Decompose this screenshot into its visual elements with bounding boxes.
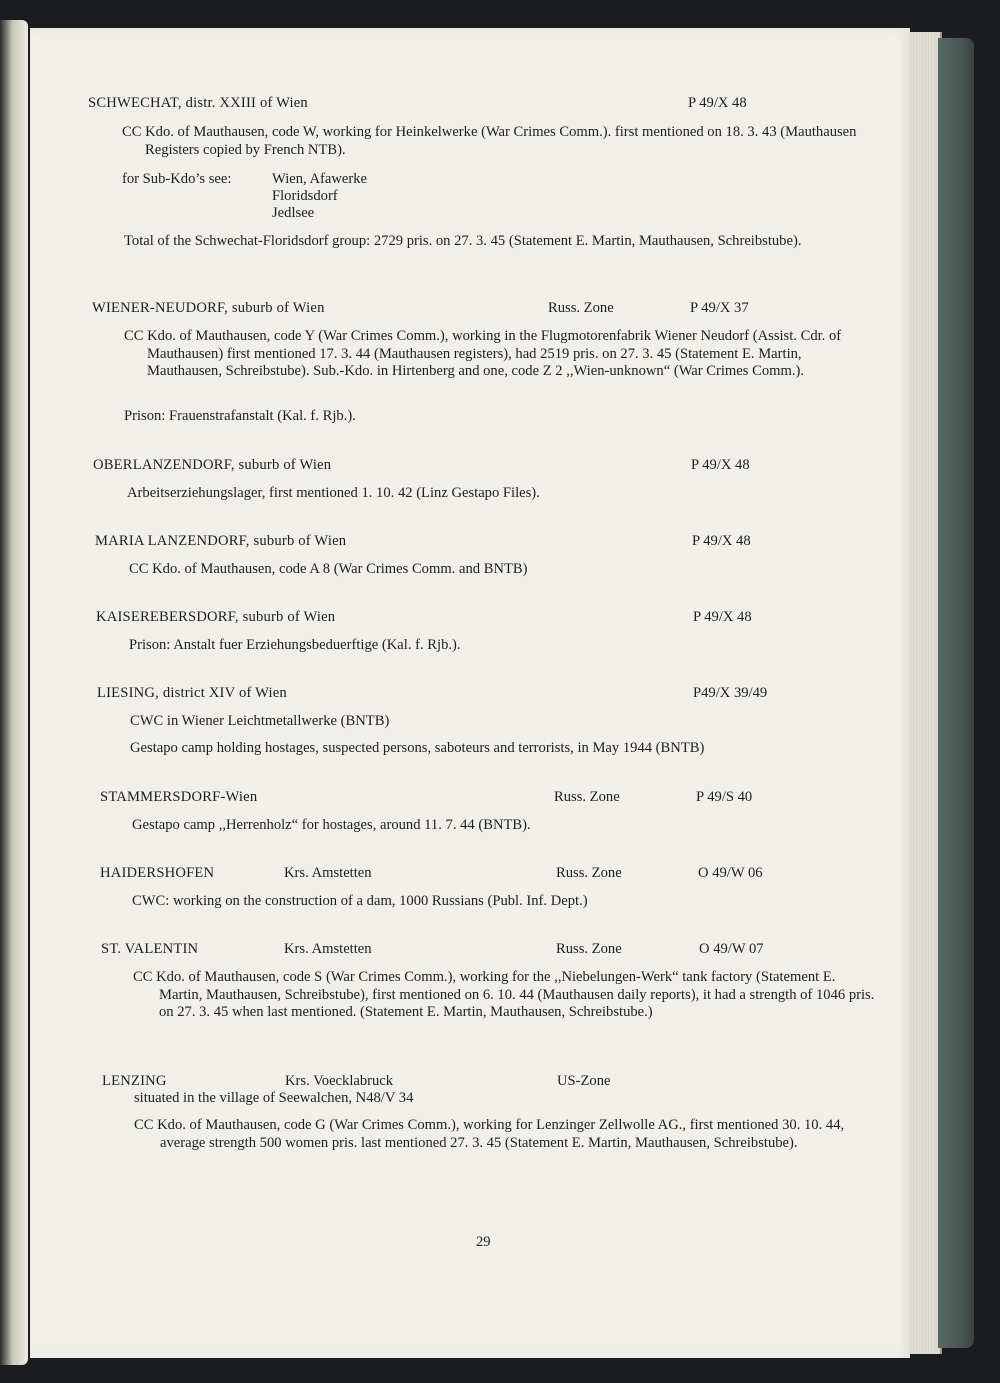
entry-ref-oberlanzendorf: P 49/X 48 <box>691 457 750 473</box>
entry-title-liesing: LIESING, district XIV of Wien <box>97 685 287 701</box>
sub-kdo-item: Floridsdorf <box>272 188 338 204</box>
page-number: 29 <box>476 1234 491 1250</box>
entry-title-st-valentin: ST. VALENTIN <box>101 941 199 957</box>
entry-zone-wiener-neudorf: Russ. Zone <box>548 300 614 316</box>
entry-kreis-haidershofen: Krs. Amstetten <box>284 865 372 881</box>
entry-desc-haidershofen: CWC: working on the construction of a dam, 1000 Russians (Publ. Inf. Dept.) <box>132 893 588 909</box>
entry-desc-wiener-neudorf: CC Kdo. of Mauthausen, code Y (War Crimes Comm.), working in the Flugmotorenfabrik Wiener Neudorf (Assist. Cdr. of Mauthausen) first mentioned 17. 3. 44 (Mauthausen registers), had 2519 pris. on 27. 3. 45 (Statement E. Martin, Mauthausen, Schreibstube). Sub.-Kdo. in Hirtenberg and one, code Z 2 ,,Wien-unknown“ (War Crimes Comm.). <box>124 328 842 379</box>
book-spine-left <box>0 20 28 1365</box>
entry-ref-haidershofen: O 49/W 06 <box>698 865 763 881</box>
entry-kreis-lenzing: Krs. Voecklabruck <box>285 1073 394 1089</box>
sub-kdo-label: for Sub-Kdo’s see: <box>122 171 232 187</box>
entry-ref-wiener-neudorf: P 49/X 37 <box>690 300 749 316</box>
entry-desc-stammersdorf: Gestapo camp ,,Herrenholz“ for hostages, around 11. 7. 44 (BNTB). <box>132 817 531 833</box>
entry-ref-st-valentin: O 49/W 07 <box>699 941 764 957</box>
entry-title-stammersdorf: STAMMERSDORF-Wien <box>100 789 258 805</box>
entry-situated-lenzing: situated in the village of Seewalchen, N48/V 34 <box>134 1090 414 1106</box>
entry-zone-haidershofen: Russ. Zone <box>556 865 622 881</box>
sub-kdo-item: Jedlsee <box>272 205 315 221</box>
book-page <box>30 28 910 1358</box>
entry-title-maria-lanzendorf: MARIA LANZENDORF, suburb of Wien <box>95 533 347 549</box>
entry-desc-oberlanzendorf: Arbeitserziehungslager, first mentioned 1. 10. 42 (Linz Gestapo Files). <box>127 485 540 501</box>
entry-ref-liesing: P49/X 39/49 <box>693 685 768 701</box>
entry-ref-schwechat: P 49/X 48 <box>688 95 747 111</box>
sub-kdo-item: Wien, Afawerke <box>272 171 368 187</box>
entry-desc-liesing-2: Gestapo camp holding hostages, suspected persons, saboteurs and terrorists, in May 1944 (BNTB) <box>130 740 705 756</box>
entry-title-haidershofen: HAIDERSHOFEN <box>100 865 215 881</box>
entry-ref-kaiserebersdorf: P 49/X 48 <box>693 609 752 625</box>
entry-desc-liesing-1: CWC in Wiener Leichtmetallwerke (BNTB) <box>130 713 390 729</box>
entry-ref-stammersdorf: P 49/S 40 <box>696 789 753 805</box>
entry-ref-maria-lanzendorf: P 49/X 48 <box>692 533 751 549</box>
entry-title-lenzing: LENZING <box>102 1073 167 1089</box>
entry-title-kaiserebersdorf: KAISEREBERSDORF, suburb of Wien <box>96 609 336 625</box>
entry-zone-lenzing: US-Zone <box>557 1073 611 1089</box>
entry-desc-schwechat: CC Kdo. of Mauthausen, code W, working for Heinkelwerke (War Crimes Comm.). first mentioned on 18. 3. 43 (Mauthausen Registers copied by French NTB). <box>122 124 857 158</box>
entry-title-oberlanzendorf: OBERLANZENDORF, suburb of Wien <box>93 457 332 473</box>
page-content <box>30 28 910 1358</box>
entry-prison-wiener-neudorf: Prison: Frauenstrafanstalt (Kal. f. Rjb.). <box>124 408 356 424</box>
entry-title-schwechat: SCHWECHAT, distr. XXIII of Wien <box>88 95 308 111</box>
entry-zone-st-valentin: Russ. Zone <box>556 941 622 957</box>
entry-desc-kaiserebersdorf: Prison: Anstalt fuer Erziehungsbeduerftige (Kal. f. Rjb.). <box>129 637 461 653</box>
entry-zone-stammersdorf: Russ. Zone <box>554 789 620 805</box>
book-cover-edge <box>938 38 974 1348</box>
entry-kreis-st-valentin: Krs. Amstetten <box>284 941 372 957</box>
entry-total-schwechat: Total of the Schwechat-Floridsdorf group: 2729 pris. on 27. 3. 45 (Statement E. Martin, Mauthausen, Schreibstube). <box>124 233 802 249</box>
entry-title-wiener-neudorf: WIENER-NEUDORF, suburb of Wien <box>92 300 325 316</box>
entry-desc-st-valentin: CC Kdo. of Mauthausen, code S (War Crimes Comm.), working for the ,,Niebelungen-Werk“ tank factory (Statement E. Martin, Mauthausen, Schreibstube), first mentioned on 6. 10. 44 (Mauthausen daily reports), it had a strength of 1046 pris. on 27. 3. 45 when last mentioned. (Statement E. Martin, Mauthausen, Schreibstube.) <box>133 969 875 1020</box>
entry-desc-maria-lanzendorf: CC Kdo. of Mauthausen, code A 8 (War Crimes Comm. and BNTB) <box>129 561 528 577</box>
entry-desc-lenzing: CC Kdo. of Mauthausen, code G (War Crimes Comm.), working for Lenzinger Zellwolle AG., first mentioned 30. 10. 44, average strength 500 women pris. last mentioned 27. 3. 45 (Statement E. Martin, Mauthausen, Schreibstube). <box>134 1117 845 1151</box>
